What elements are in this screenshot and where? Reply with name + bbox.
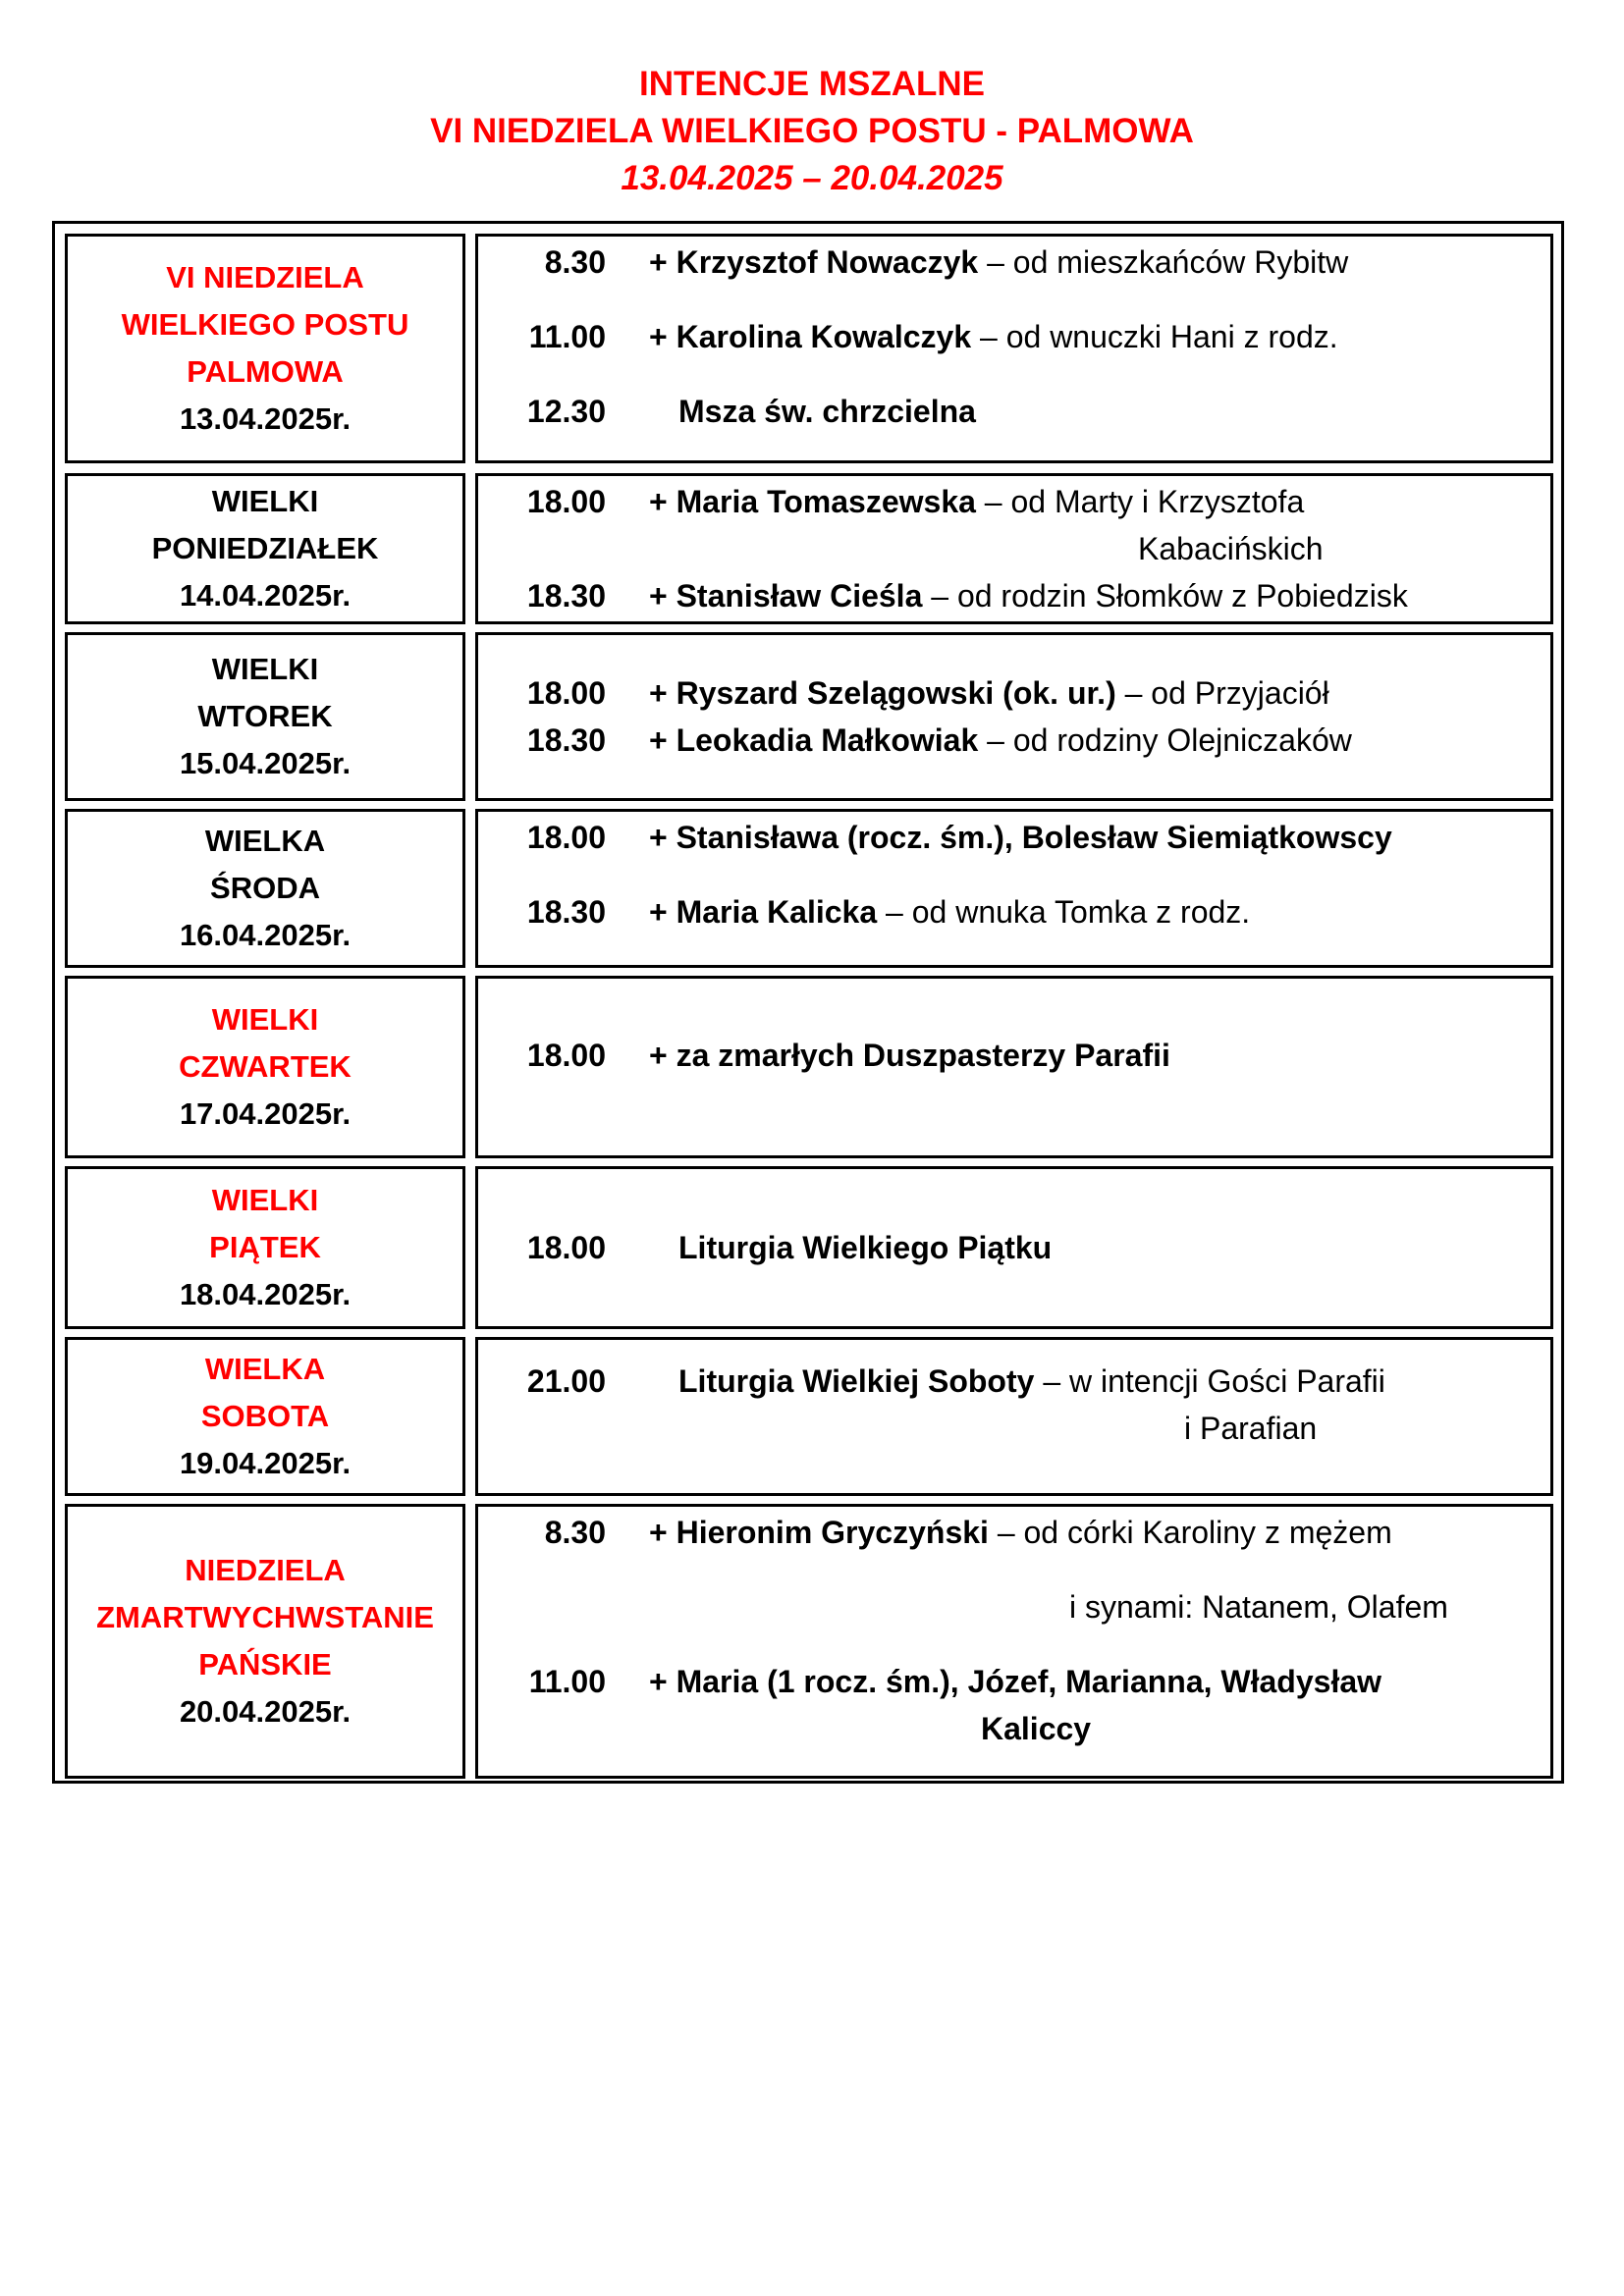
intention-name: + za zmarłych Duszpasterzy Parafii [649,1038,1170,1073]
day-date: 18.04.2025r. [179,1277,352,1311]
schedule-row [55,473,1561,624]
day-date: 15.04.2025r. [179,746,352,780]
intention-note: – od wnuka Tomka z rodz. [877,894,1251,930]
mass-time: 18.00 [526,1230,606,1265]
mass-time: 18.30 [526,894,606,930]
schedule-row [55,632,1561,801]
intention-continuation: Kabacińskich [1138,531,1324,566]
date-range: 13.04.2025 – 20.04.2025 [621,159,1003,197]
mass-time: 18.30 [526,722,606,758]
page-subtitle: VI NIEDZIELA WIELKIEGO POSTU - PALMOWA [430,112,1194,150]
intention-note: – od rodziny Olejniczaków [978,722,1352,758]
day-name-line: WIELKI [211,652,319,686]
schedule-row [55,1166,1561,1329]
intention-continuation: Kaliccy [981,1711,1092,1746]
schedule-row [55,1504,1561,1779]
day-cell [65,1337,465,1496]
mass-cell [475,1337,1553,1496]
intention-name: + Ryszard Szelągowski (ok. ur.) [649,675,1116,711]
intention-name: + Leokadia Małkowiak [649,722,979,758]
day-name-line: PONIEDZIAŁEK [151,531,379,565]
day-date: 19.04.2025r. [179,1446,352,1480]
intention-name: + Stanisław Cieśla [649,578,923,614]
intention-name: Msza św. chrzcielna [678,394,976,429]
mass-time: 18.00 [526,675,606,711]
page-title: INTENCJE MSZALNE [639,65,985,103]
day-name-line: ŚRODA [210,871,320,905]
intention-name: + Maria Tomaszewska [649,484,976,519]
day-name-line: WIELKI [211,484,319,518]
day-name-line: SOBOTA [200,1399,330,1433]
intention-note: – od mieszkańców Rybitw [978,244,1349,280]
schedule-row [55,234,1561,463]
day-name-line: WTOREK [197,699,333,733]
day-name-line: WIELKA [204,1352,326,1386]
mass-time: 8.30 [544,1515,606,1550]
mass-cell [475,976,1553,1158]
schedule-row [55,809,1561,968]
intention-continuation: i Parafian [1184,1411,1318,1446]
schedule-row [55,1337,1561,1496]
day-name-line: PALMOWA [187,354,344,389]
day-name-line: PAŃSKIE [198,1647,332,1682]
intention-name: + Maria Kalicka [649,894,878,930]
day-name-line: WIELKI [211,1002,319,1037]
intention-name: + Karolina Kowalczyk [649,319,972,354]
day-cell [65,1504,465,1779]
day-cell [65,632,465,801]
mass-time: 11.00 [528,1664,606,1699]
mass-time: 18.30 [526,578,606,614]
intention-note: – od Przyjaciół [1115,675,1329,711]
mass-cell [475,809,1553,968]
intention-name: + Maria (1 rocz. śm.), Józef, Marianna, Władysław [649,1664,1382,1699]
intention-name: + Hieronim Gryczyński [649,1515,989,1550]
mass-cell [475,1504,1553,1779]
intention-name: Liturgia Wielkiej Soboty [678,1363,1035,1399]
day-date: 20.04.2025r. [179,1694,352,1729]
day-date: 17.04.2025r. [179,1096,352,1131]
day-cell [65,1166,465,1329]
intention-name: + Stanisława (rocz. śm.), Bolesław Siemiątkowscy [649,820,1392,855]
mass-cell [475,234,1553,463]
day-date: 13.04.2025r. [179,401,352,436]
intention-name: + Krzysztof Nowaczyk [649,244,979,280]
intention-note: – od rodzin Słomków z Pobiedzisk [922,578,1408,614]
day-date: 16.04.2025r. [179,918,352,952]
day-name-line: WIELKI [211,1183,319,1217]
day-name-line: CZWARTEK [179,1049,352,1084]
intention-note: – w intencji Gości Parafii [1034,1363,1385,1399]
mass-time: 8.30 [544,244,606,280]
mass-time: 18.00 [526,1038,606,1073]
mass-cell [475,1166,1553,1329]
mass-cell [475,473,1553,624]
day-name-line: WIELKIEGO POSTU [121,307,409,342]
day-cell [65,234,465,463]
day-cell [65,473,465,624]
day-name-line: VI NIEDZIELA [166,260,364,294]
intention-note: – od wnuczki Hani z rodz. [971,319,1338,354]
intention-continuation: i synami: Natanem, Olafem [1069,1589,1448,1625]
day-name-line: NIEDZIELA [185,1553,346,1587]
day-cell [65,809,465,968]
page-header [0,61,1624,202]
day-cell [65,976,465,1158]
schedule-row [55,976,1561,1158]
intention-note: – od Marty i Krzysztofa [975,484,1305,519]
mass-time: 18.00 [526,820,606,855]
mass-time: 21.00 [526,1363,606,1399]
intention-name: Liturgia Wielkiego Piątku [678,1230,1053,1265]
mass-cell [475,632,1553,801]
day-name-line: WIELKA [204,824,326,858]
mass-time: 18.00 [526,484,606,519]
intention-note: – od córki Karoliny z mężem [988,1515,1392,1550]
mass-time: 12.30 [526,394,606,429]
schedule-table [52,221,1564,1784]
day-name-line: ZMARTWYCHWSTANIE [96,1600,434,1634]
day-date: 14.04.2025r. [179,578,352,613]
mass-time: 11.00 [528,319,606,354]
day-name-line: PIĄTEK [209,1230,321,1264]
